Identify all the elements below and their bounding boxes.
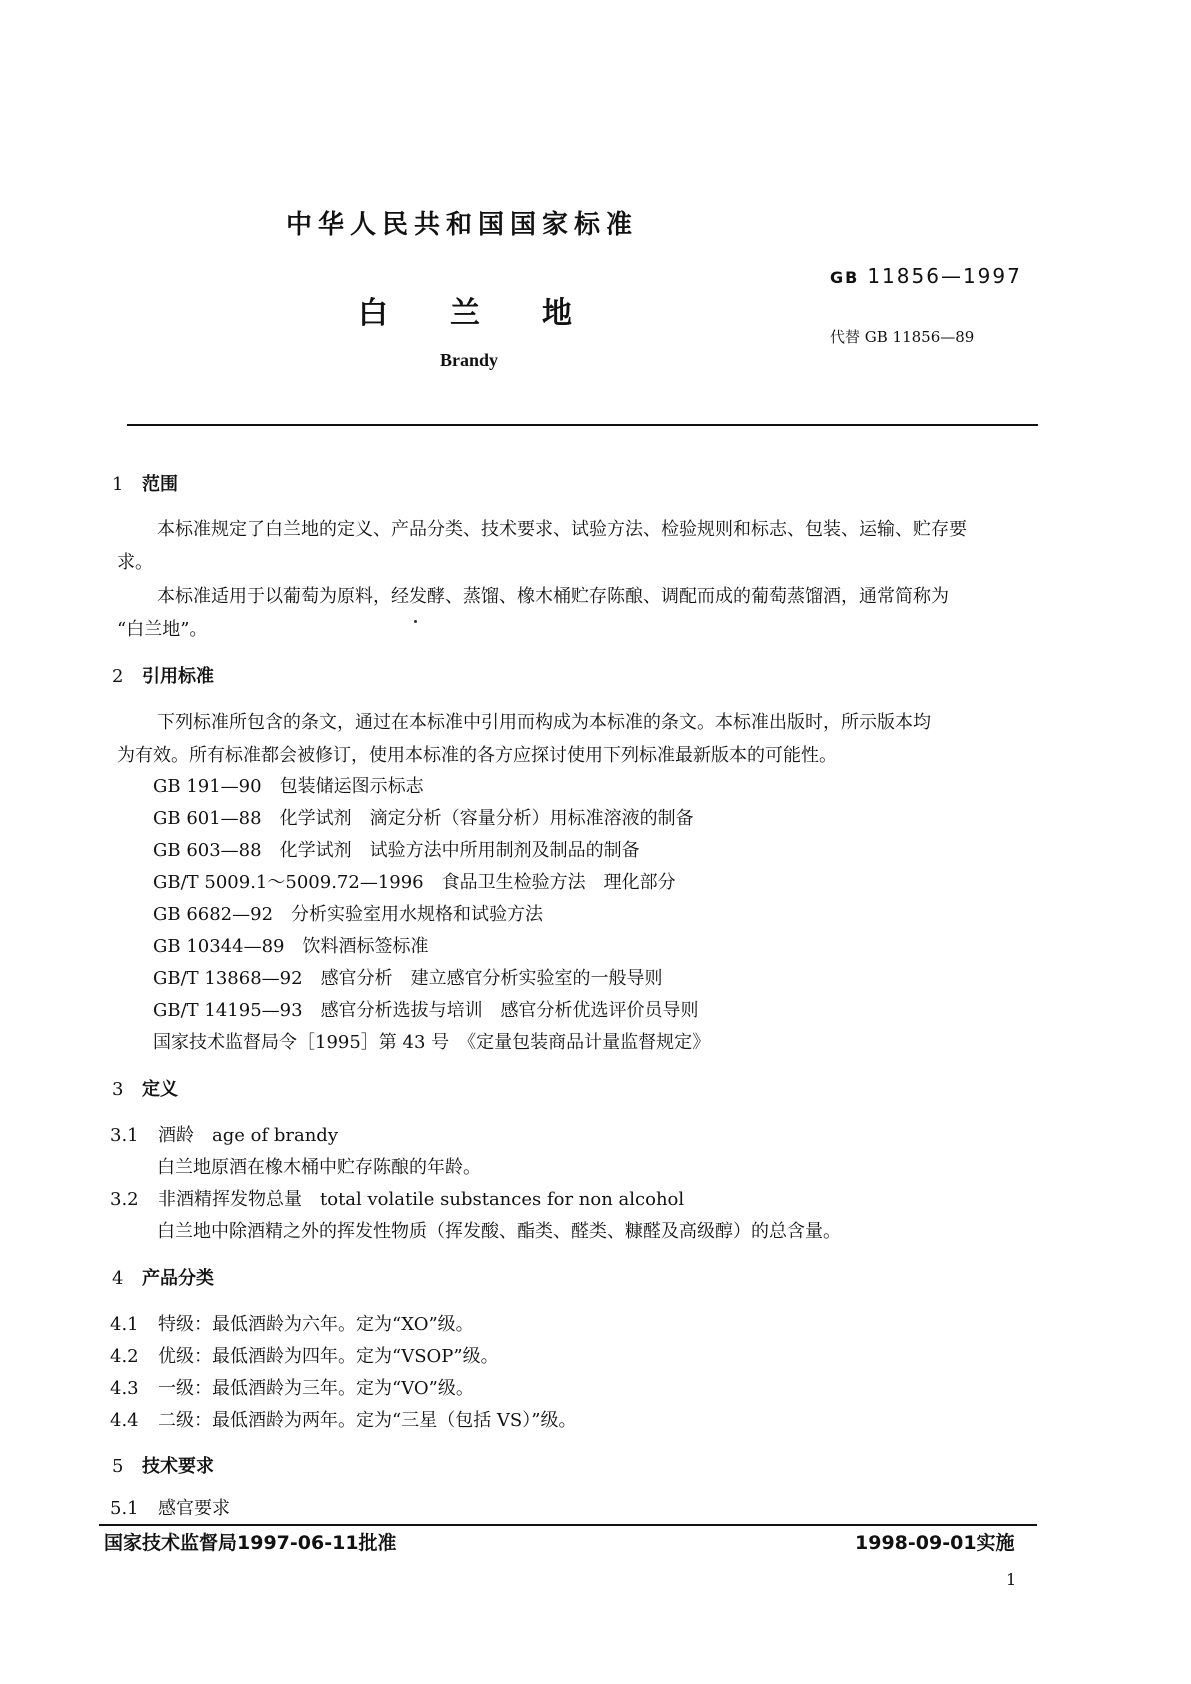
- section-2-intro-line-2: 为有效。所有标准都会被修订，使用本标准的各方应探讨使用下列标准最新版本的可能性。: [117, 745, 837, 766]
- standard-prefix: GB: [830, 268, 860, 287]
- definition-3-1-text: 白兰地原酒在橡木桶中贮存陈酿的年龄。: [157, 1157, 481, 1178]
- section-1-heading: 1 范围: [112, 474, 178, 495]
- effective-date: 1998-09-01实施: [855, 1532, 1015, 1554]
- replaces-standard: 代替 GB 11856—89: [830, 328, 975, 346]
- section-4-heading: 4 产品分类: [112, 1268, 214, 1289]
- standard-number: [830, 264, 1022, 288]
- section-2-intro-line-1: 下列标准所包含的条文，通过在本标准中引用而构成为本标准的条文。本标准出版时，所示版本均: [157, 712, 931, 733]
- reference-item: GB 191—90 包装储运图示标志: [153, 776, 424, 797]
- header-divider: [127, 424, 1038, 426]
- classification-item: 4.1 特级：最低酒龄为六年。定为“XO”级。: [110, 1314, 474, 1335]
- reference-item: GB 6682—92 分析实验室用水规格和试验方法: [153, 904, 544, 925]
- page-number: 1: [1006, 1570, 1017, 1589]
- document-title: [358, 288, 572, 332]
- reference-item: GB 601—88 化学试剂 滴定分析（容量分析）用标准溶液的制备: [153, 808, 694, 829]
- reference-item: GB 10344—89 饮料酒标签标准: [153, 936, 429, 957]
- footer-divider: [99, 1524, 1037, 1526]
- scan-speck: [414, 620, 417, 623]
- title-char-2: 兰: [450, 296, 480, 331]
- title-char-3: 地: [542, 296, 572, 331]
- section-1-paragraph-1-line-1: 本标准规定了白兰地的定义、产品分类、技术要求、试验方法、检验规则和标志、包装、运输、贮存要: [157, 519, 967, 540]
- definition-3-2-term: 3.2 非酒精挥发物总量 total volatile substances for non alcohol: [110, 1189, 685, 1210]
- classification-item: 4.4 二级：最低酒龄为两年。定为“三星（包括 VS）”级。: [110, 1410, 577, 1431]
- reference-item: GB 603—88 化学试剂 试验方法中所用制剂及制品的制备: [153, 840, 640, 861]
- reference-item: GB/T 13868—92 感官分析 建立感官分析实验室的一般导则: [153, 968, 663, 989]
- approval-date: 国家技术监督局1997-06-11批准: [104, 1532, 397, 1554]
- definition-3-1-term: 3.1 酒龄 age of brandy: [110, 1125, 338, 1146]
- section-3-heading: 3 定义: [112, 1079, 178, 1100]
- classification-item: 4.3 一级：最低酒龄为三年。定为“VO”级。: [110, 1378, 474, 1399]
- section-1-paragraph-2-line-1: 本标准适用于以葡萄为原料，经发酵、蒸馏、橡木桶贮存陈酿、调配而成的葡萄蒸馏酒，通常简称为: [157, 586, 949, 607]
- english-title: Brandy: [440, 350, 499, 370]
- reference-item: GB/T 5009.1～5009.72—1996 食品卫生检验方法 理化部分: [153, 872, 676, 893]
- section-5-heading: 5 技术要求: [112, 1456, 214, 1477]
- standard-number-value: 11856—1997: [867, 264, 1022, 288]
- section-1-paragraph-2-line-2: “白兰地”。: [117, 619, 208, 640]
- section-2-heading: 2 引用标准: [112, 666, 214, 687]
- issuing-authority-title: 中华人民共和国国家标准: [286, 210, 639, 240]
- definition-3-2-text: 白兰地中除酒精之外的挥发性物质（挥发酸、酯类、醛类、糠醛及高级醇）的总含量。: [157, 1221, 841, 1242]
- section-5-1-heading: 5.1 感官要求: [110, 1498, 230, 1519]
- reference-item: 国家技术监督局令［1995］第 43 号 《定量包装商品计量监督规定》: [153, 1032, 711, 1053]
- title-char-1: 白: [358, 296, 388, 331]
- classification-item: 4.2 优级：最低酒龄为四年。定为“VSOP”级。: [110, 1346, 499, 1367]
- reference-item: GB/T 14195—93 感官分析选拔与培训 感官分析优选评价员导则: [153, 1000, 699, 1021]
- section-1-paragraph-1-line-2: 求。: [117, 552, 153, 573]
